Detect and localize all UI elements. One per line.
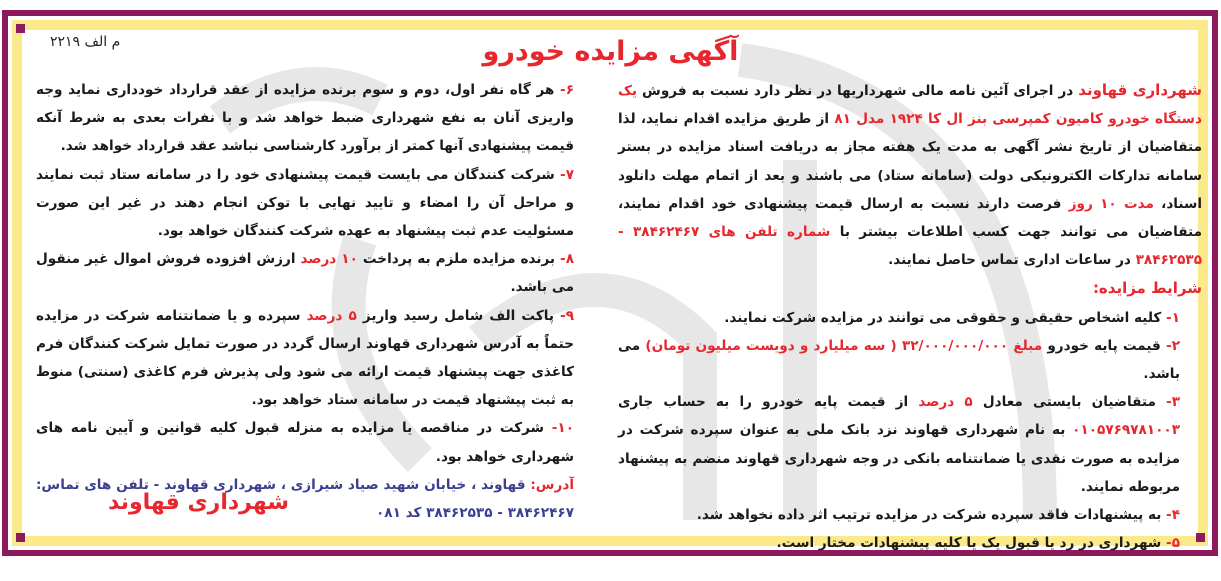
body-text: متقاضیان بایستی معادل	[972, 394, 1156, 411]
body-text: قیمت پایه خودرو	[1042, 337, 1161, 354]
signature-municipality: شهرداری قهاوند	[108, 490, 289, 515]
left-column	[36, 76, 596, 527]
ad-title: آگهی مزایده خودرو	[482, 36, 739, 67]
body-text: به نام شهرداری قهاوند نزد بانک ملی به عنوان سپرده شرکت در مزایده به صورت نقدی یا ضمانتنامه بانکی در وجه شهرداری قهاوند منضم به پیشنهاد مربوطه نمایند.	[618, 422, 1180, 495]
highlight-text: شهرداری قهاوند	[1078, 81, 1202, 99]
paragraph	[618, 332, 1202, 388]
paragraph	[36, 302, 596, 415]
paragraph	[618, 76, 1202, 274]
highlight-text: ۵ درصد	[918, 394, 973, 411]
body-text: به پیشنهادات فاقد سپرده شرکت در مزایده ترتیب اثر داده نخواهد شد.	[696, 507, 1162, 524]
highlight-text: ۵-	[1161, 535, 1180, 552]
highlight-text: ۰۱۰۵۷۶۹۷۸۱۰۰۳	[1072, 422, 1180, 439]
highlight-text: ۷-	[554, 166, 574, 183]
paragraph	[618, 388, 1202, 501]
body-text: شرکت در مناقصه یا مزایده به منزله قبول کلیه قوانین و آیین نامه های شهرداری خواهد بود.	[36, 420, 574, 465]
body-text: در اجرای آئین نامه مالی شهرداریها در نظر دارد نسبت به فروش	[637, 83, 1079, 99]
right-column	[618, 76, 1202, 557]
body-text: شهرداری در رد یا قبول یک یا کلیه پیشنهادات مختار است.	[776, 535, 1162, 552]
highlight-text: ۸-	[555, 251, 574, 268]
highlight-text: مدت ۱۰ روز	[1068, 195, 1154, 212]
highlight-text: مبلغ ۳۲/۰۰۰/۰۰۰/۰۰۰ ( سه میلیارد و دویست میلیون تومان)	[645, 337, 1043, 354]
highlight-text: ۵ درصد	[306, 307, 357, 324]
body-text: قهاوند ، خیابان شهید صیاد شیرازی ، شهرداری قهاوند - تلفن های تماس: ۳۸۴۶۲۴۶۷ - ۳۸۴۶۲۵۳۵ کد ۰۸۱	[36, 476, 574, 522]
body-text: فرصت دارند نسبت به ارسال قیمت پیشنهادی خود اقدام نمایند، متقاضیان می توانند جهت کسب اطلاعات بیشتر با	[618, 195, 1203, 241]
body-text: از طریق مزایده اقدام نماید، لذا متقاضیان از تاریخ نشر آگهی به مدت یک هفته مجاز به دریافت اسناد مزایده در بستر سامانه تدارکات الکترونیکی دولت (سامانه ستاد) می باشند و بعد از اتمام مهلت دانلود اسناد،	[618, 111, 1202, 212]
body-text: در ساعات اداری تماس حاصل نمایند.	[888, 252, 1136, 269]
highlight-text: ۳-	[1155, 394, 1180, 411]
reference-number: م الف ۲۲۱۹	[50, 34, 121, 50]
corner-square	[16, 24, 25, 33]
highlight-text: ۶-	[554, 82, 575, 98]
body-text: ارزش افزوده فروش اموال غیر منقول می باشد.	[36, 251, 574, 296]
highlight-text: ۱۰ درصد	[300, 251, 358, 268]
body-text: از قیمت پایه خودرو را به حساب جاری	[618, 394, 919, 411]
highlight-text: ۱-	[1161, 309, 1180, 326]
paragraph	[618, 501, 1202, 529]
paragraph	[618, 274, 1202, 303]
paragraph	[618, 529, 1202, 557]
highlight-text: ۹-	[553, 307, 575, 324]
highlight-text: ۱۰-	[544, 420, 575, 437]
paragraph	[36, 414, 596, 470]
body-text: هر گاه نفر اول، دوم و سوم برنده مزایده از عقد قرارداد خودداری نماید وجه واریزی آنان به نفع شهرداری ضبط خواهد شد و با نفرات بعدی به شرط آنکه قیمت پیشنهادی آنها کمتر از برآورد کارشناسی نباشد عقد قرارداد خواهد شد.	[36, 82, 574, 155]
paragraph	[36, 161, 596, 246]
highlight-text: یک دستگاه خودرو کامیون کمپرسی بنز ال کا ۱۹۲۴ مدل ۸۱	[618, 83, 1202, 128]
paragraph	[36, 76, 596, 161]
paragraph	[36, 245, 596, 301]
paragraph	[618, 304, 1202, 332]
body-text: شرکت کنندگان می بایست قیمت پیشنهادی خود را در سامانه ستاد ثبت نمایند و مراحل آن را امضاء و تایید نهایی با توکن انجام دهند در غیر این صورت مسئولیت عدم ثبت پیشنهاد به عهده شرکت کنندگان خواهد بود.	[36, 166, 574, 240]
body-text: می باشد.	[618, 337, 1180, 383]
body-text: پاکت الف شامل رسید واریز	[356, 307, 554, 324]
highlight-text: شرایط مزایده:	[1092, 279, 1202, 298]
body-text: برنده مزایده ملزم به پرداخت	[357, 251, 556, 268]
body-text: سپرده و یا ضمانتنامه شرکت در مزایده حتماً به آدرس شهرداری قهاوند ارسال گردد در صورت تمایل شرکت کنندگان فرم کاغذی جهت پیشنهاد قیمت ارائه می شود ولی پذیرش فرم کاغذی (سنتی) منوط به ثبت پیشنهاد قیمت در سامانه ستاد خواهد بود.	[36, 307, 574, 409]
highlight-text: آدرس:	[525, 476, 575, 493]
highlight-text: ۲-	[1160, 337, 1181, 354]
body-text: کلیه اشخاص حقیقی و حقوقی می توانند در مزایده شرکت نمایند.	[724, 309, 1162, 326]
highlight-text: ۴-	[1161, 507, 1180, 524]
corner-square	[16, 533, 25, 542]
highlight-text: شماره تلفن های ۳۸۴۶۲۴۶۷ - ۳۸۴۶۲۵۳۵	[618, 224, 1202, 269]
